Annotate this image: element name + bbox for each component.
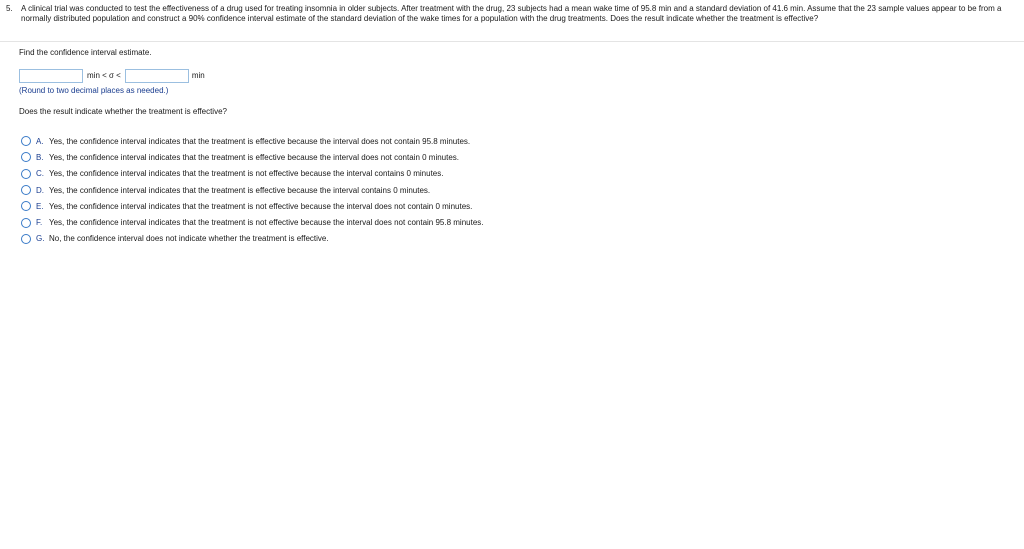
option-letter: C. [36,169,44,179]
option-e[interactable] [21,198,484,214]
option-letter: G. [36,234,45,244]
option-d[interactable] [21,182,484,198]
radio-button[interactable] [21,169,31,179]
option-c[interactable] [21,166,484,182]
option-letter: E. [36,201,44,211]
divider [0,41,1024,42]
option-g[interactable] [21,231,484,247]
option-text: Yes, the confidence interval indicates that the treatment is effective because the interval contains 0 minutes. [49,185,431,195]
radio-button[interactable] [21,152,31,162]
part1-prompt: Find the confidence interval estimate. [19,48,152,57]
option-a[interactable] [21,133,484,149]
confidence-interval-row [19,67,205,84]
radio-button[interactable] [21,201,31,211]
option-letter: F. [36,218,43,228]
option-text: No, the confidence interval does not indicate whether the treatment is effective. [49,234,329,244]
option-text: Yes, the confidence interval indicates that the treatment is not effective because the interval does not contain 95.8 minutes. [49,218,484,228]
interval-middle-label: min < σ < [87,71,121,80]
question-text: A clinical trial was conducted to test the effectiveness of a drug used for treating insomnia in older subjects. After treatment with the drug, 23 subjects had a mean wake time of 95.8 min and a standard deviation of 41.6 min. Assume that the 23 sample values appear to be from a normally distributed population and construct a 90% confidence interval estimate of the standard deviation of the wake times for a population with the drug treatments. Does the result indicate whether the treatment is effective? [21,4,1002,23]
answer-options [21,133,484,247]
part2-prompt: Does the result indicate whether the treatment is effective? [19,107,227,116]
question-number: 5. [6,4,13,13]
option-text: Yes, the confidence interval indicates that the treatment is not effective because the interval contains 0 minutes. [49,169,444,179]
option-b[interactable] [21,149,484,165]
radio-button[interactable] [21,185,31,195]
option-letter: A. [36,136,44,146]
rounding-note: (Round to two decimal places as needed.) [19,86,169,95]
option-text: Yes, the confidence interval indicates that the treatment is effective because the interval does not contain 95.8 minutes. [49,136,471,146]
option-text: Yes, the confidence interval indicates that the treatment is not effective because the interval does not contain 0 minutes. [49,201,473,211]
lower-bound-input[interactable] [19,69,83,83]
radio-button[interactable] [21,136,31,146]
option-letter: D. [36,185,44,195]
radio-button[interactable] [21,218,31,228]
option-text: Yes, the confidence interval indicates that the treatment is effective because the interval does not contain 0 minutes. [49,152,460,162]
option-letter: B. [36,152,44,162]
upper-bound-input[interactable] [125,69,189,83]
unit-label: min [191,71,205,80]
question-block [6,4,1018,24]
option-f[interactable] [21,214,484,230]
radio-button[interactable] [21,234,31,244]
